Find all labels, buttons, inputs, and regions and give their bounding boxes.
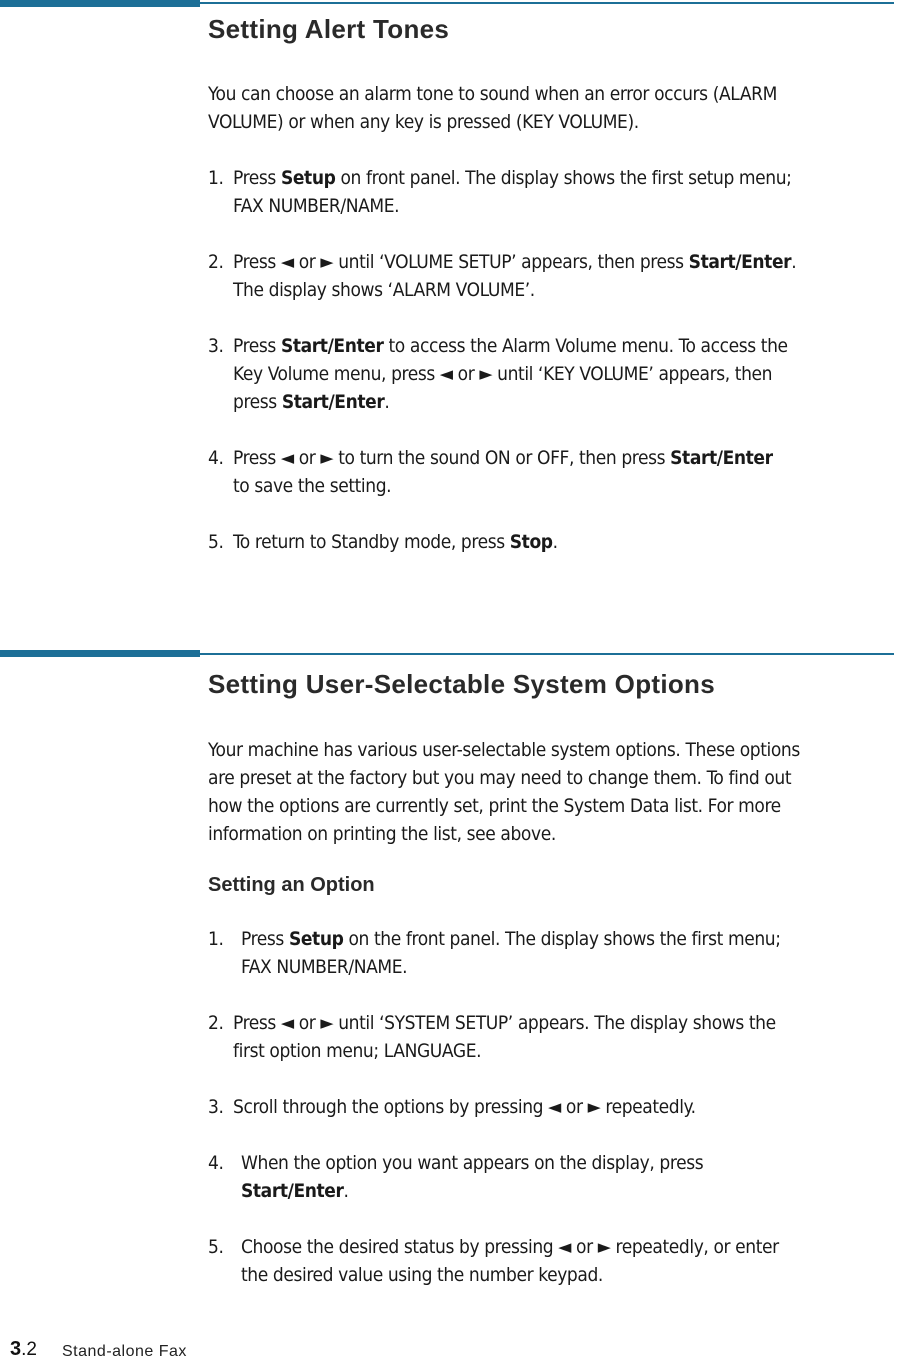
- step-number: 5.: [208, 1236, 224, 1258]
- step-1: 1. Press Setup on front panel. The display shows the first setup menu; FAX NUMBER/NAME.: [208, 164, 894, 220]
- section-system-options: [208, 669, 894, 1289]
- step-5: 5. To return to Standby mode, press Stop.: [208, 528, 894, 556]
- section-heading: Setting Alert Tones: [208, 14, 450, 44]
- intro-line: VOLUME) or when any key is pressed (KEY VOLUME).: [208, 111, 639, 133]
- section-rule-accent: [0, 650, 200, 657]
- key-start-enter: Start/Enter: [280, 335, 384, 357]
- section-rule: [200, 653, 894, 655]
- key-start-enter: Start/Enter: [688, 251, 792, 273]
- step-number: 5.: [208, 531, 224, 553]
- page-footer: [10, 1338, 187, 1361]
- intro-line: You can choose an alarm tone to sound when an error occurs (ALARM: [208, 83, 777, 105]
- key-start-enter: Start/Enter: [670, 447, 773, 469]
- step-number: 2.: [208, 1012, 224, 1034]
- intro-line: are preset at the factory but you may need to change them. To find out: [208, 767, 792, 789]
- step-5: 5. Choose the desired status by pressing ◄ or ► repeatedly, or enter the desired value using the number keypad.: [208, 1233, 894, 1289]
- intro-line: information on printing the list, see above.: [208, 823, 556, 845]
- section-rule-accent: [0, 0, 200, 7]
- step-number: 1.: [208, 167, 224, 189]
- intro-line: how the options are currently set, print the System Data list. For more: [208, 795, 781, 817]
- key-start-enter: Start/Enter: [241, 1180, 344, 1202]
- page-number: 3.2: [10, 1338, 37, 1360]
- key-start-enter: Start/Enter: [281, 391, 385, 413]
- step-number: 1.: [208, 928, 224, 950]
- step-4: 4. Press ◄ or ► to turn the sound ON or OFF, then press Start/Enter to save the setting.: [208, 444, 894, 500]
- key-setup: Setup: [288, 928, 344, 950]
- subheading: Setting an Option: [208, 874, 375, 896]
- step-number: 4.: [208, 447, 224, 469]
- step-number: 3.: [208, 335, 224, 357]
- step-number: 2.: [208, 251, 224, 273]
- step-2: 2. Press ◄ or ► until ‘SYSTEM SETUP’ appears. The display shows the first option menu; LANGUAGE.: [208, 1009, 894, 1065]
- section-alert-tones: [208, 14, 894, 556]
- step-number: 3.: [208, 1096, 224, 1118]
- section-heading: Setting User-Selectable System Options: [208, 669, 715, 699]
- intro-line: Your machine has various user-selectable system options. These options: [208, 739, 800, 761]
- step-3: 3. Press Start/Enter to access the Alarm Volume menu. To access the Key Volume menu, press ◄ or ► until ‘KEY VOLUME’ appears, then press Start/Enter.: [208, 332, 894, 416]
- footer-title: Stand-alone Fax: [62, 1343, 187, 1360]
- step-4: 4. When the option you want appears on the display, press Start/Enter.: [208, 1149, 894, 1205]
- step-3: 3. Scroll through the options by pressing ◄ or ► repeatedly.: [208, 1093, 894, 1121]
- section-rule: [200, 2, 894, 4]
- step-number: 4.: [208, 1152, 224, 1174]
- key-stop: Stop: [509, 531, 553, 553]
- step-1: 1. Press Setup on the front panel. The display shows the first menu; FAX NUMBER/NAME.: [208, 925, 894, 981]
- step-2: 2. Press ◄ or ► until ‘VOLUME SETUP’ appears, then press Start/Enter. The display shows ‘ALARM VOLUME’.: [208, 248, 894, 304]
- key-setup: Setup: [280, 167, 336, 189]
